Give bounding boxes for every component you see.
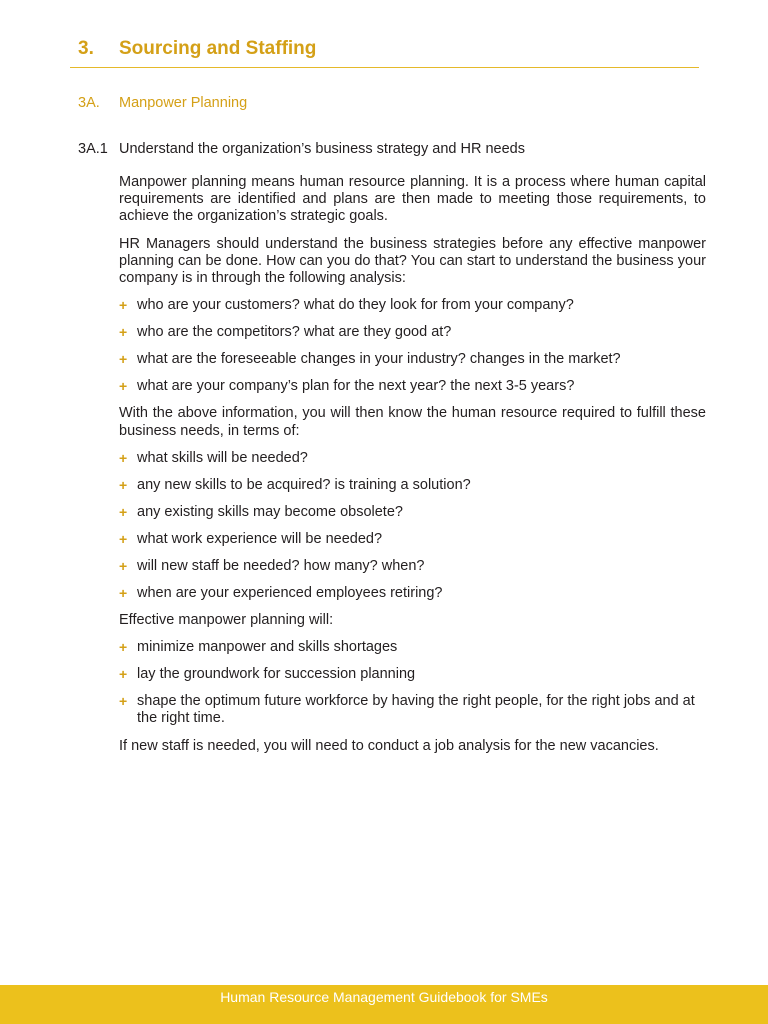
cross-bullet-icon: + bbox=[119, 666, 128, 683]
needs-list bbox=[119, 450, 706, 602]
cross-bullet-icon: + bbox=[119, 378, 128, 395]
cross-bullet-icon: + bbox=[119, 557, 128, 574]
list-item: + minimize manpower and skills shortages bbox=[119, 639, 398, 656]
paragraph-effective: Effective manpower planning will: bbox=[119, 612, 334, 629]
body-content bbox=[119, 174, 706, 765]
footer-title: Human Resource Management Guidebook for SMEs bbox=[220, 989, 548, 1005]
cross-bullet-icon: + bbox=[119, 584, 128, 601]
heading-divider bbox=[70, 67, 699, 68]
section-title: Manpower Planning bbox=[119, 95, 248, 111]
list-item: + shape the optimum future workforce by having the right people, for the right jobs and at the right time. bbox=[119, 693, 695, 727]
list-item: + any existing skills may become obsolete? bbox=[119, 503, 403, 520]
cross-bullet-icon: + bbox=[119, 503, 128, 520]
section-heading bbox=[78, 95, 247, 111]
subsection-number: 3A.1 bbox=[78, 141, 108, 157]
subsection-heading bbox=[78, 141, 525, 157]
subsection-title: Understand the organization’s business strategy and HR needs bbox=[119, 141, 525, 157]
paragraph-intro: Manpower planning means human resource planning. It is a process where human capital requirements are identified and plans are then made to meeting those requirements, to achieve the organization’s strategic goals. bbox=[119, 174, 706, 225]
paragraph-analysis: HR Managers should understand the business strategies before any effective manpower planning can be done. How can you do that? You can start to understand the business your company is in through the following analysis: bbox=[119, 235, 706, 287]
chapter-heading bbox=[78, 38, 316, 60]
benefits-list bbox=[119, 639, 706, 727]
cross-bullet-icon: + bbox=[119, 693, 128, 710]
cross-bullet-icon: + bbox=[119, 449, 128, 466]
chapter-number: 3. bbox=[78, 38, 94, 59]
list-item: + who are your customers? what do they look for from your company? bbox=[119, 297, 574, 314]
paragraph-needs: With the above information, you will then know the human resource required to fulfill these business needs, in terms of: bbox=[119, 405, 706, 439]
cross-bullet-icon: + bbox=[119, 476, 128, 493]
section-number: 3A. bbox=[78, 95, 100, 111]
cross-bullet-icon: + bbox=[119, 530, 128, 547]
list-item: + when are your experienced employees retiring? bbox=[119, 584, 443, 601]
list-item: + lay the groundwork for succession planning bbox=[119, 666, 416, 683]
list-item: + any new skills to be acquired? is training a solution? bbox=[119, 476, 471, 493]
footer-band bbox=[0, 985, 768, 1024]
list-item: + who are the competitors? what are they good at? bbox=[119, 324, 452, 341]
list-item: + what are your company’s plan for the next year? the next 3-5 years? bbox=[119, 378, 575, 395]
cross-bullet-icon: + bbox=[119, 297, 128, 314]
paragraph-closing: If new staff is needed, you will need to conduct a job analysis for the new vacancies. bbox=[119, 737, 659, 754]
cross-bullet-icon: + bbox=[119, 324, 128, 341]
cross-bullet-icon: + bbox=[119, 351, 128, 368]
list-item: + will new staff be needed? how many? when? bbox=[119, 557, 425, 574]
chapter-title: Sourcing and Staffing bbox=[119, 38, 317, 59]
cross-bullet-icon: + bbox=[119, 639, 128, 656]
analysis-list bbox=[119, 297, 706, 395]
list-item: + what work experience will be needed? bbox=[119, 530, 383, 547]
list-item: + what skills will be needed? bbox=[119, 449, 308, 466]
list-item: + what are the foreseeable changes in your industry? changes in the market? bbox=[119, 351, 621, 368]
